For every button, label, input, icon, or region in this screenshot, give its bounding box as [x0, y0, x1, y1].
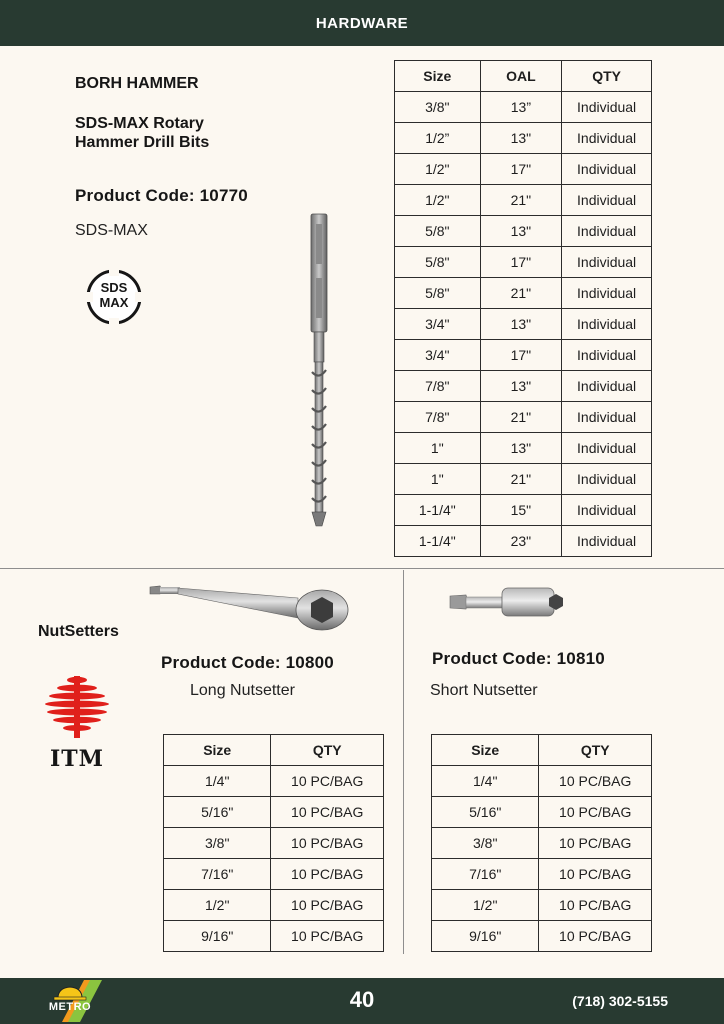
nutsetters-title: NutSetters	[38, 623, 119, 640]
table-cell: Individual	[562, 123, 652, 154]
table-row	[164, 890, 384, 921]
table-row	[395, 123, 652, 154]
table-cell: 5/8"	[395, 278, 481, 309]
table-cell: 15"	[480, 495, 562, 526]
table-cell: 3/8"	[164, 828, 271, 859]
table-cell: Individual	[562, 216, 652, 247]
table-row	[395, 433, 652, 464]
table-cell: 1"	[395, 464, 481, 495]
table-cell: Individual	[562, 247, 652, 278]
table-cell: 21"	[480, 278, 562, 309]
table-cell: Individual	[562, 154, 652, 185]
table-cell: 1-1/4"	[395, 526, 481, 557]
table-cell: 3/8"	[432, 828, 539, 859]
table-cell: 21"	[480, 402, 562, 433]
table-cell: 1/2"	[164, 890, 271, 921]
table-cell: 13"	[480, 123, 562, 154]
table-cell: 10 PC/BAG	[539, 859, 652, 890]
table-cell: 10 PC/BAG	[271, 797, 384, 828]
badge-top-text: SDS	[100, 280, 128, 295]
table-cell: 1/2"	[432, 890, 539, 921]
table-row	[395, 247, 652, 278]
table-cell: 21"	[480, 464, 562, 495]
section-divider	[0, 568, 724, 569]
column-header: Size	[395, 61, 481, 92]
table-cell: 5/16"	[432, 797, 539, 828]
table-cell: 21"	[480, 185, 562, 216]
table-cell: 10 PC/BAG	[539, 797, 652, 828]
table-cell: 3/8"	[395, 92, 481, 123]
short-product-code: Product Code: 10810	[432, 649, 605, 668]
table-cell: 7/16"	[432, 859, 539, 890]
table-row	[395, 309, 652, 340]
table-cell: 10 PC/BAG	[271, 828, 384, 859]
sds-max-badge	[84, 267, 144, 327]
table-row	[395, 340, 652, 371]
table-row	[164, 797, 384, 828]
table-cell: Individual	[562, 309, 652, 340]
table-row	[164, 859, 384, 890]
table-cell: 7/16"	[164, 859, 271, 890]
table-row	[395, 402, 652, 433]
table-cell: Individual	[562, 433, 652, 464]
table-row	[395, 92, 652, 123]
table-cell: 13"	[480, 433, 562, 464]
table-row	[395, 154, 652, 185]
section-title: HARDWARE	[315, 14, 409, 32]
table-header-row	[432, 735, 652, 766]
itm-logo-text: ITM	[49, 746, 104, 772]
table-row	[432, 766, 652, 797]
column-divider	[403, 570, 404, 954]
long-product-code: Product Code: 10800	[161, 653, 334, 672]
table-cell: 10 PC/BAG	[271, 890, 384, 921]
table-cell: Individual	[562, 402, 652, 433]
drill-size-table	[394, 60, 652, 557]
table-row	[432, 797, 652, 828]
table-cell: 10 PC/BAG	[271, 859, 384, 890]
table-row	[432, 890, 652, 921]
table-cell: Individual	[562, 340, 652, 371]
table-cell: 1/2”	[395, 123, 481, 154]
column-header: QTY	[562, 61, 652, 92]
itm-logo-mark-icon	[44, 676, 110, 738]
short-nutsetter-table	[431, 734, 652, 952]
table-cell: 3/4"	[395, 340, 481, 371]
table-row	[432, 828, 652, 859]
table-cell: 7/8"	[395, 371, 481, 402]
drill-name-line1: SDS-MAX Rotary	[75, 115, 204, 132]
drill-brand: BORH HAMMER	[75, 75, 199, 92]
table-cell: 1/4"	[164, 766, 271, 797]
badge-bottom-text: MAX	[99, 295, 129, 310]
table-cell: 10 PC/BAG	[271, 766, 384, 797]
metro-logo-text: METRO	[48, 1001, 92, 1013]
drill-bit-image	[308, 212, 330, 530]
table-header-row	[164, 735, 384, 766]
long-nutsetter-image	[148, 584, 352, 632]
table-cell: 5/8"	[395, 216, 481, 247]
table-cell: Individual	[562, 371, 652, 402]
table-cell: 13"	[480, 371, 562, 402]
footer-bar	[0, 978, 724, 1024]
column-header: Size	[164, 735, 271, 766]
table-row	[395, 464, 652, 495]
table-cell: 7/8"	[395, 402, 481, 433]
drill-product-code: Product Code: 10770	[75, 186, 248, 205]
table-row	[395, 371, 652, 402]
short-nutsetter-image	[448, 584, 566, 620]
table-row	[432, 921, 652, 952]
table-cell: 1/2"	[395, 185, 481, 216]
table-cell: Individual	[562, 185, 652, 216]
drill-type: SDS-MAX	[75, 222, 148, 239]
table-cell: Individual	[562, 92, 652, 123]
table-cell: 5/16"	[164, 797, 271, 828]
table-row	[395, 495, 652, 526]
table-row	[395, 278, 652, 309]
phone-number: (718) 302-5155	[572, 993, 668, 1009]
header-bar	[0, 0, 724, 46]
column-header: OAL	[480, 61, 562, 92]
table-row	[395, 216, 652, 247]
itm-logo	[44, 676, 110, 772]
table-cell: 1/4"	[432, 766, 539, 797]
short-nutsetter-name: Short Nutsetter	[430, 682, 538, 699]
table-cell: 9/16"	[432, 921, 539, 952]
table-cell: 1/2"	[395, 154, 481, 185]
table-cell: 13"	[480, 309, 562, 340]
table-cell: 23"	[480, 526, 562, 557]
table-cell: 13"	[480, 216, 562, 247]
table-cell: 5/8"	[395, 247, 481, 278]
table-cell: 10 PC/BAG	[539, 766, 652, 797]
table-cell: 17"	[480, 247, 562, 278]
table-header-row	[395, 61, 652, 92]
table-cell: 10 PC/BAG	[539, 828, 652, 859]
column-header: Size	[432, 735, 539, 766]
table-row	[432, 859, 652, 890]
table-row	[164, 766, 384, 797]
long-nutsetter-name: Long Nutsetter	[190, 682, 295, 699]
table-cell: 1-1/4"	[395, 495, 481, 526]
table-cell: 10 PC/BAG	[271, 921, 384, 952]
long-nutsetter-table	[163, 734, 384, 952]
table-cell: Individual	[562, 278, 652, 309]
column-header: QTY	[271, 735, 384, 766]
table-cell: 10 PC/BAG	[539, 890, 652, 921]
page-number: 40	[349, 987, 375, 1012]
table-row	[395, 526, 652, 557]
drill-name-line2: Hammer Drill Bits	[75, 134, 210, 151]
table-cell: 1"	[395, 433, 481, 464]
table-row	[395, 185, 652, 216]
table-cell: Individual	[562, 526, 652, 557]
table-cell: 13”	[480, 92, 562, 123]
table-row	[164, 828, 384, 859]
table-row	[164, 921, 384, 952]
table-cell: 10 PC/BAG	[539, 921, 652, 952]
table-cell: Individual	[562, 464, 652, 495]
column-header: QTY	[539, 735, 652, 766]
table-cell: 17"	[480, 340, 562, 371]
table-cell: 3/4"	[395, 309, 481, 340]
table-cell: 9/16"	[164, 921, 271, 952]
table-cell: 17"	[480, 154, 562, 185]
table-cell: Individual	[562, 495, 652, 526]
